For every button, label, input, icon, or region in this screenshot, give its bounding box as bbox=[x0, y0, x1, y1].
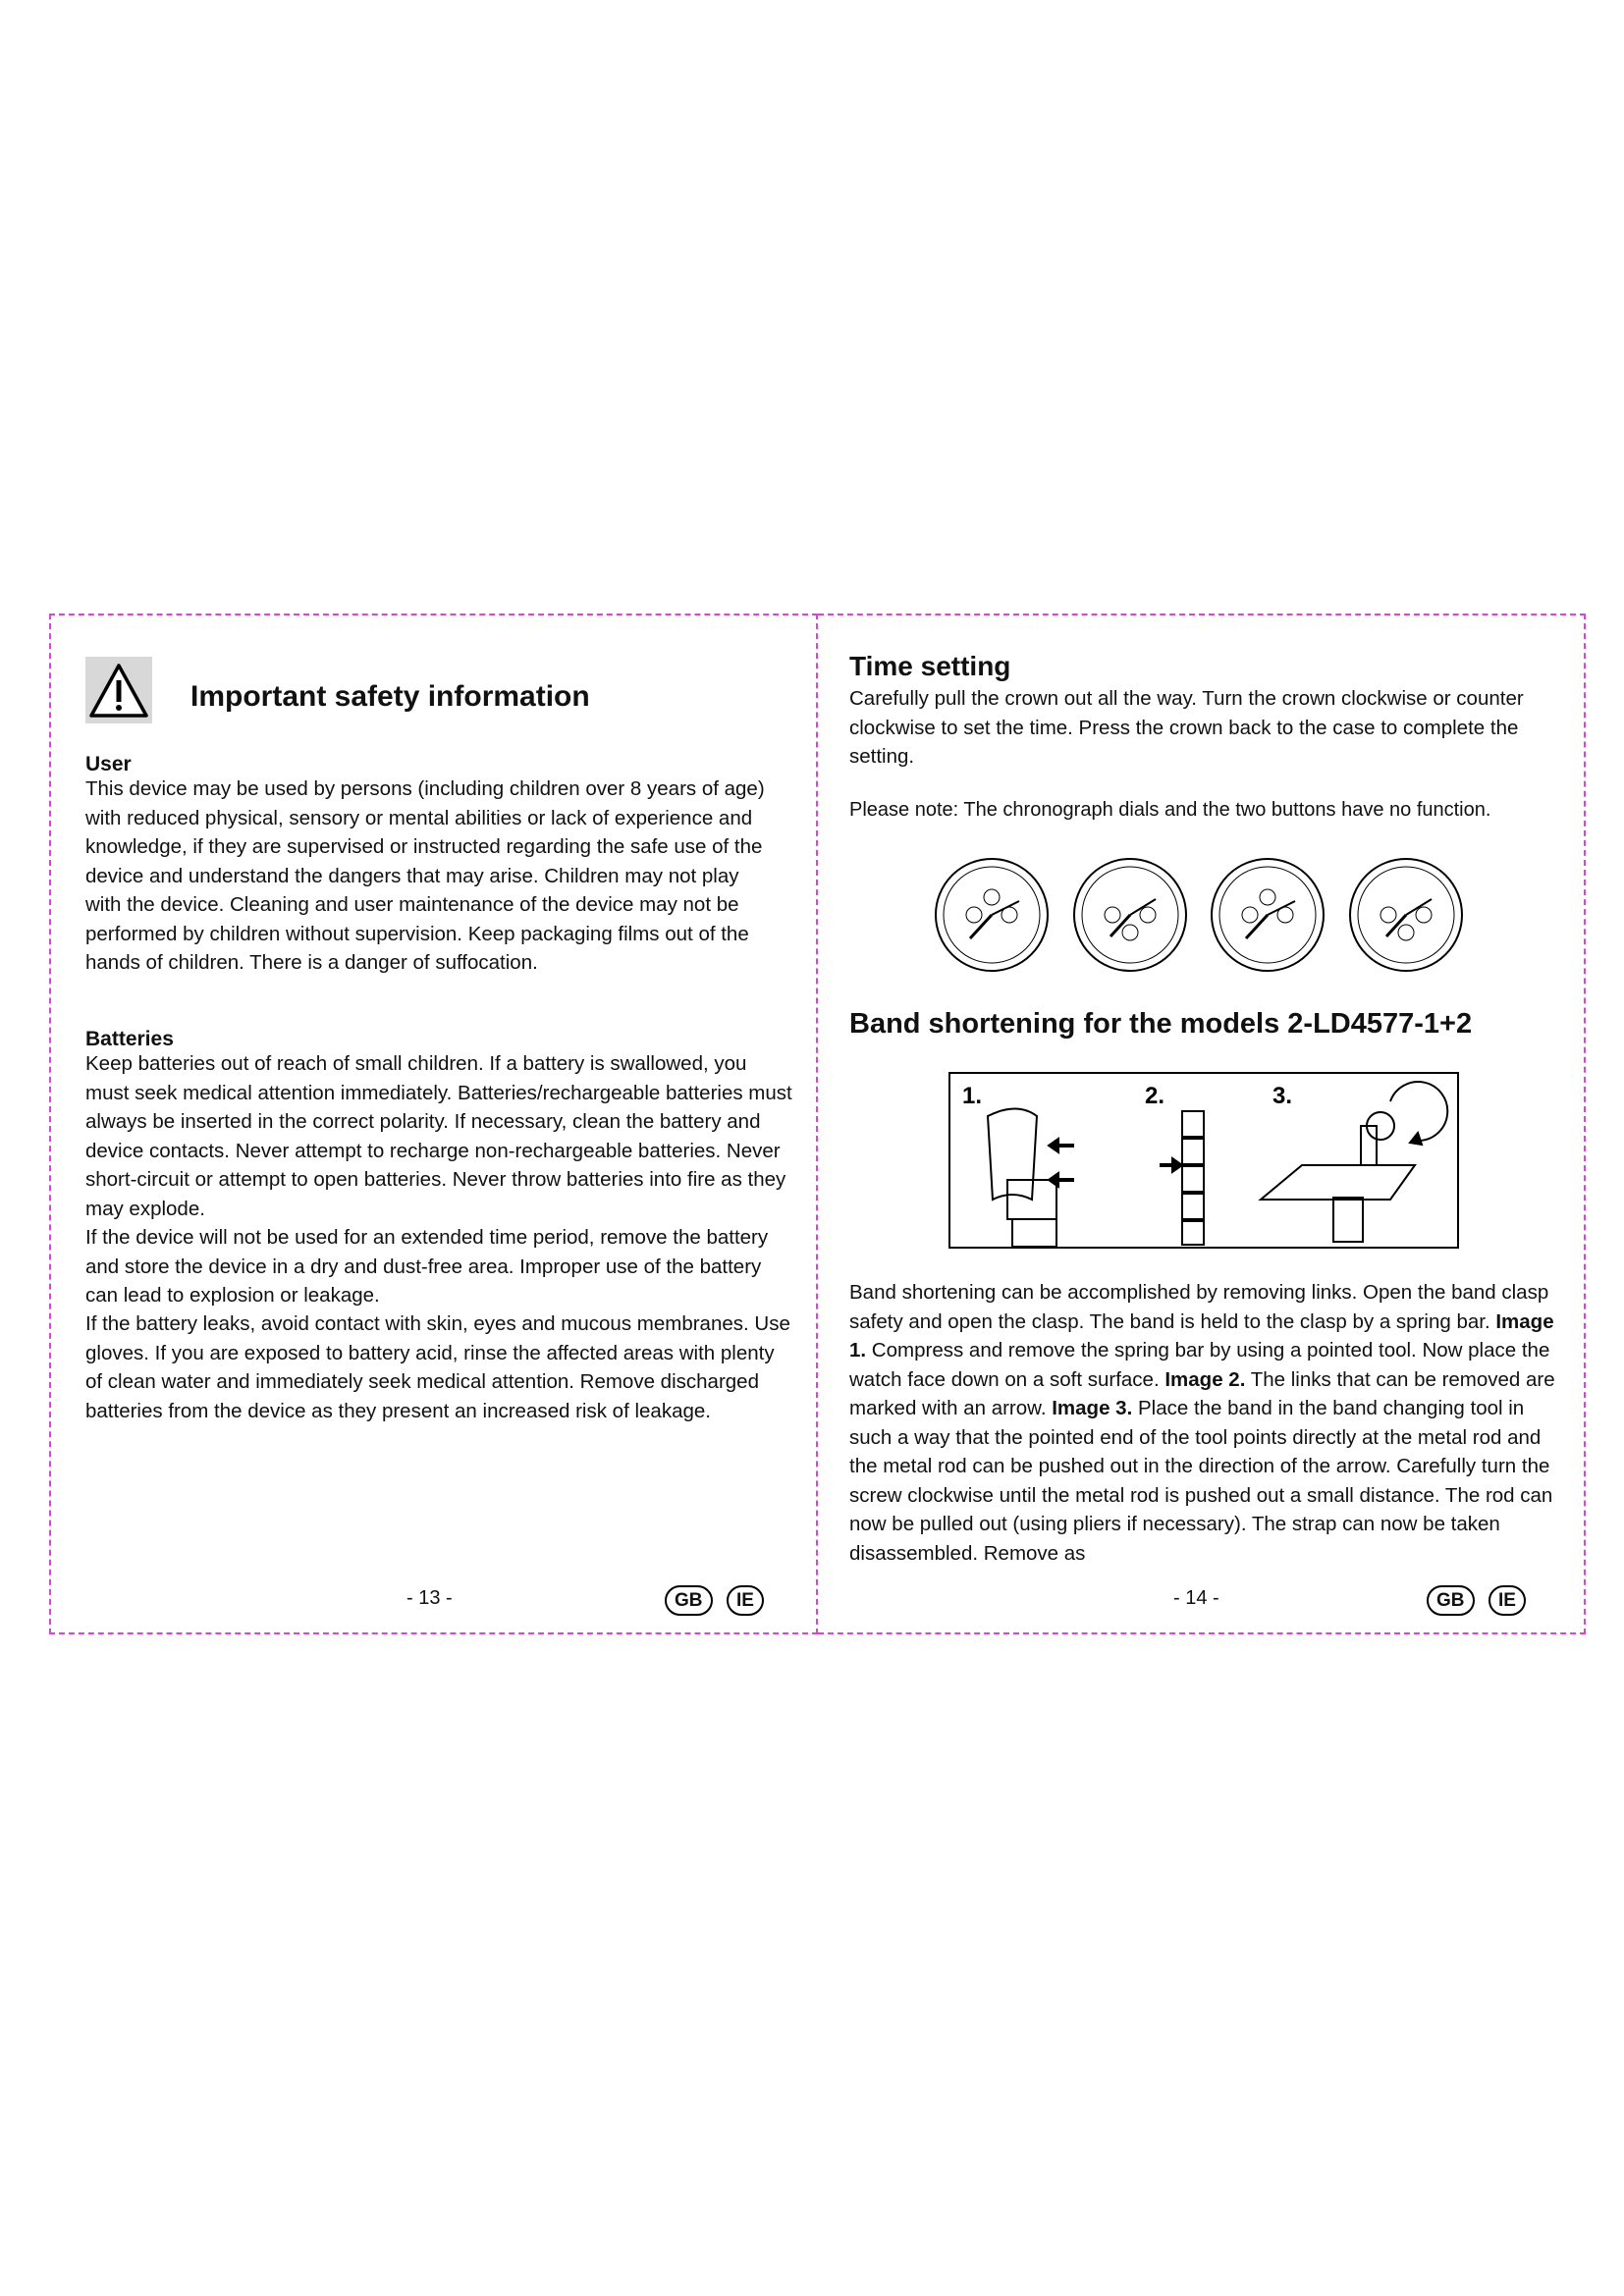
band-text-part-2: Compress and remove the spring bar by using a pointed tool. Now place the watch face down on a soft surface. bbox=[849, 1339, 1550, 1391]
page-14 bbox=[818, 614, 1586, 1634]
figure-label-1: 1. bbox=[962, 1083, 983, 1109]
band-text-part-3: The links that can be removed are marked with an arrow. bbox=[849, 1367, 1555, 1419]
user-text: This device may be used by persons (including children over 8 years of age) with reduced physical, sensory or mental abilities or lack of experience and knowledge, if they are supervised or instructed regarding the safe use of the device and understand the dangers that may arise. Children may not play with the device. Cleaning and user maintenance of the device may not be performed by children without supervision. Keep packaging films out of the hands of children. There is a danger of suffocation. bbox=[85, 777, 765, 974]
page-number: - 13 - bbox=[406, 1587, 453, 1609]
warning-icon bbox=[85, 657, 152, 723]
page-13 bbox=[49, 614, 818, 1634]
band-text-part-1: Band shortening can be accomplished by removing links. Open the band clasp safety and open the clasp. The band is held to the clasp by a spring bar. bbox=[849, 1281, 1549, 1333]
chronograph-note: Please note: The chronograph dials and the two buttons have no function. bbox=[849, 799, 1491, 821]
lang-badge-ie: IE bbox=[727, 1585, 764, 1616]
image-2-ref: Image 2. bbox=[1164, 1367, 1246, 1391]
band-shortening-text bbox=[849, 1278, 1556, 1568]
watch-dials-illustration bbox=[931, 856, 1490, 974]
batteries-text-2: If the device will not be used for an extended time period, remove the battery and store the device in a dry and dust-free area. Improper use of the battery can lead to explosion or leakage. bbox=[85, 1226, 769, 1307]
lang-badge-gb: GB bbox=[1427, 1585, 1475, 1616]
page-number: - 14 - bbox=[1173, 1587, 1219, 1609]
figure-label-2: 2. bbox=[1145, 1083, 1165, 1109]
page-title: Important safety information bbox=[190, 680, 590, 713]
band-shortening-figure bbox=[948, 1072, 1459, 1249]
batteries-text-3: If the battery leaks, avoid contact with skin, eyes and mucous membranes. Use gloves. If you are exposed to battery acid, rinse the affected areas with plenty of clean water and immediately seek medical attention. Remove discharged batteries from the device as they present an increased risk of leakage. bbox=[85, 1312, 790, 1422]
band-shortening-heading: Band shortening for the models 2-LD4577-1+2 bbox=[849, 1008, 1473, 1040]
user-heading: User bbox=[85, 753, 132, 775]
batteries-text-1: Keep batteries out of reach of small children. If a battery is swallowed, you must seek medical attention immediately. Batteries/rechargeable batteries must always be inserted in the correct polarity. If necessary, clean the battery and device contacts. Never attempt to recharge non-rechargeable batteries. Never short-circuit or attempt to open batteries. Never throw batteries into fire as they may explode. bbox=[85, 1052, 792, 1220]
time-setting-heading: Time setting bbox=[849, 651, 1011, 681]
image-3-ref: Image 3. bbox=[1052, 1397, 1133, 1419]
time-setting-text: Carefully pull the crown out all the way. Turn the crown clockwise or counter clockwise to set the time. Press the crown back to the case to complete the setting. bbox=[849, 687, 1524, 768]
lang-badge-ie: IE bbox=[1489, 1585, 1526, 1616]
batteries-heading: Batteries bbox=[85, 1028, 174, 1050]
lang-badge-gb: GB bbox=[665, 1585, 713, 1616]
band-text-part-4: Place the band in the band changing tool in such a way that the pointed end of the tool points directly at the metal rod and the metal rod can be pushed out in the direction of the arrow. Carefully turn the screw clockwise until the metal rod is pushed out a small distance. The rod can now be pulled out (using pliers if necessary). The strap can now be taken disassembled. Remove as bbox=[849, 1397, 1553, 1565]
figure-label-3: 3. bbox=[1272, 1083, 1293, 1109]
image-1-ref: Image 1. bbox=[849, 1309, 1554, 1362]
